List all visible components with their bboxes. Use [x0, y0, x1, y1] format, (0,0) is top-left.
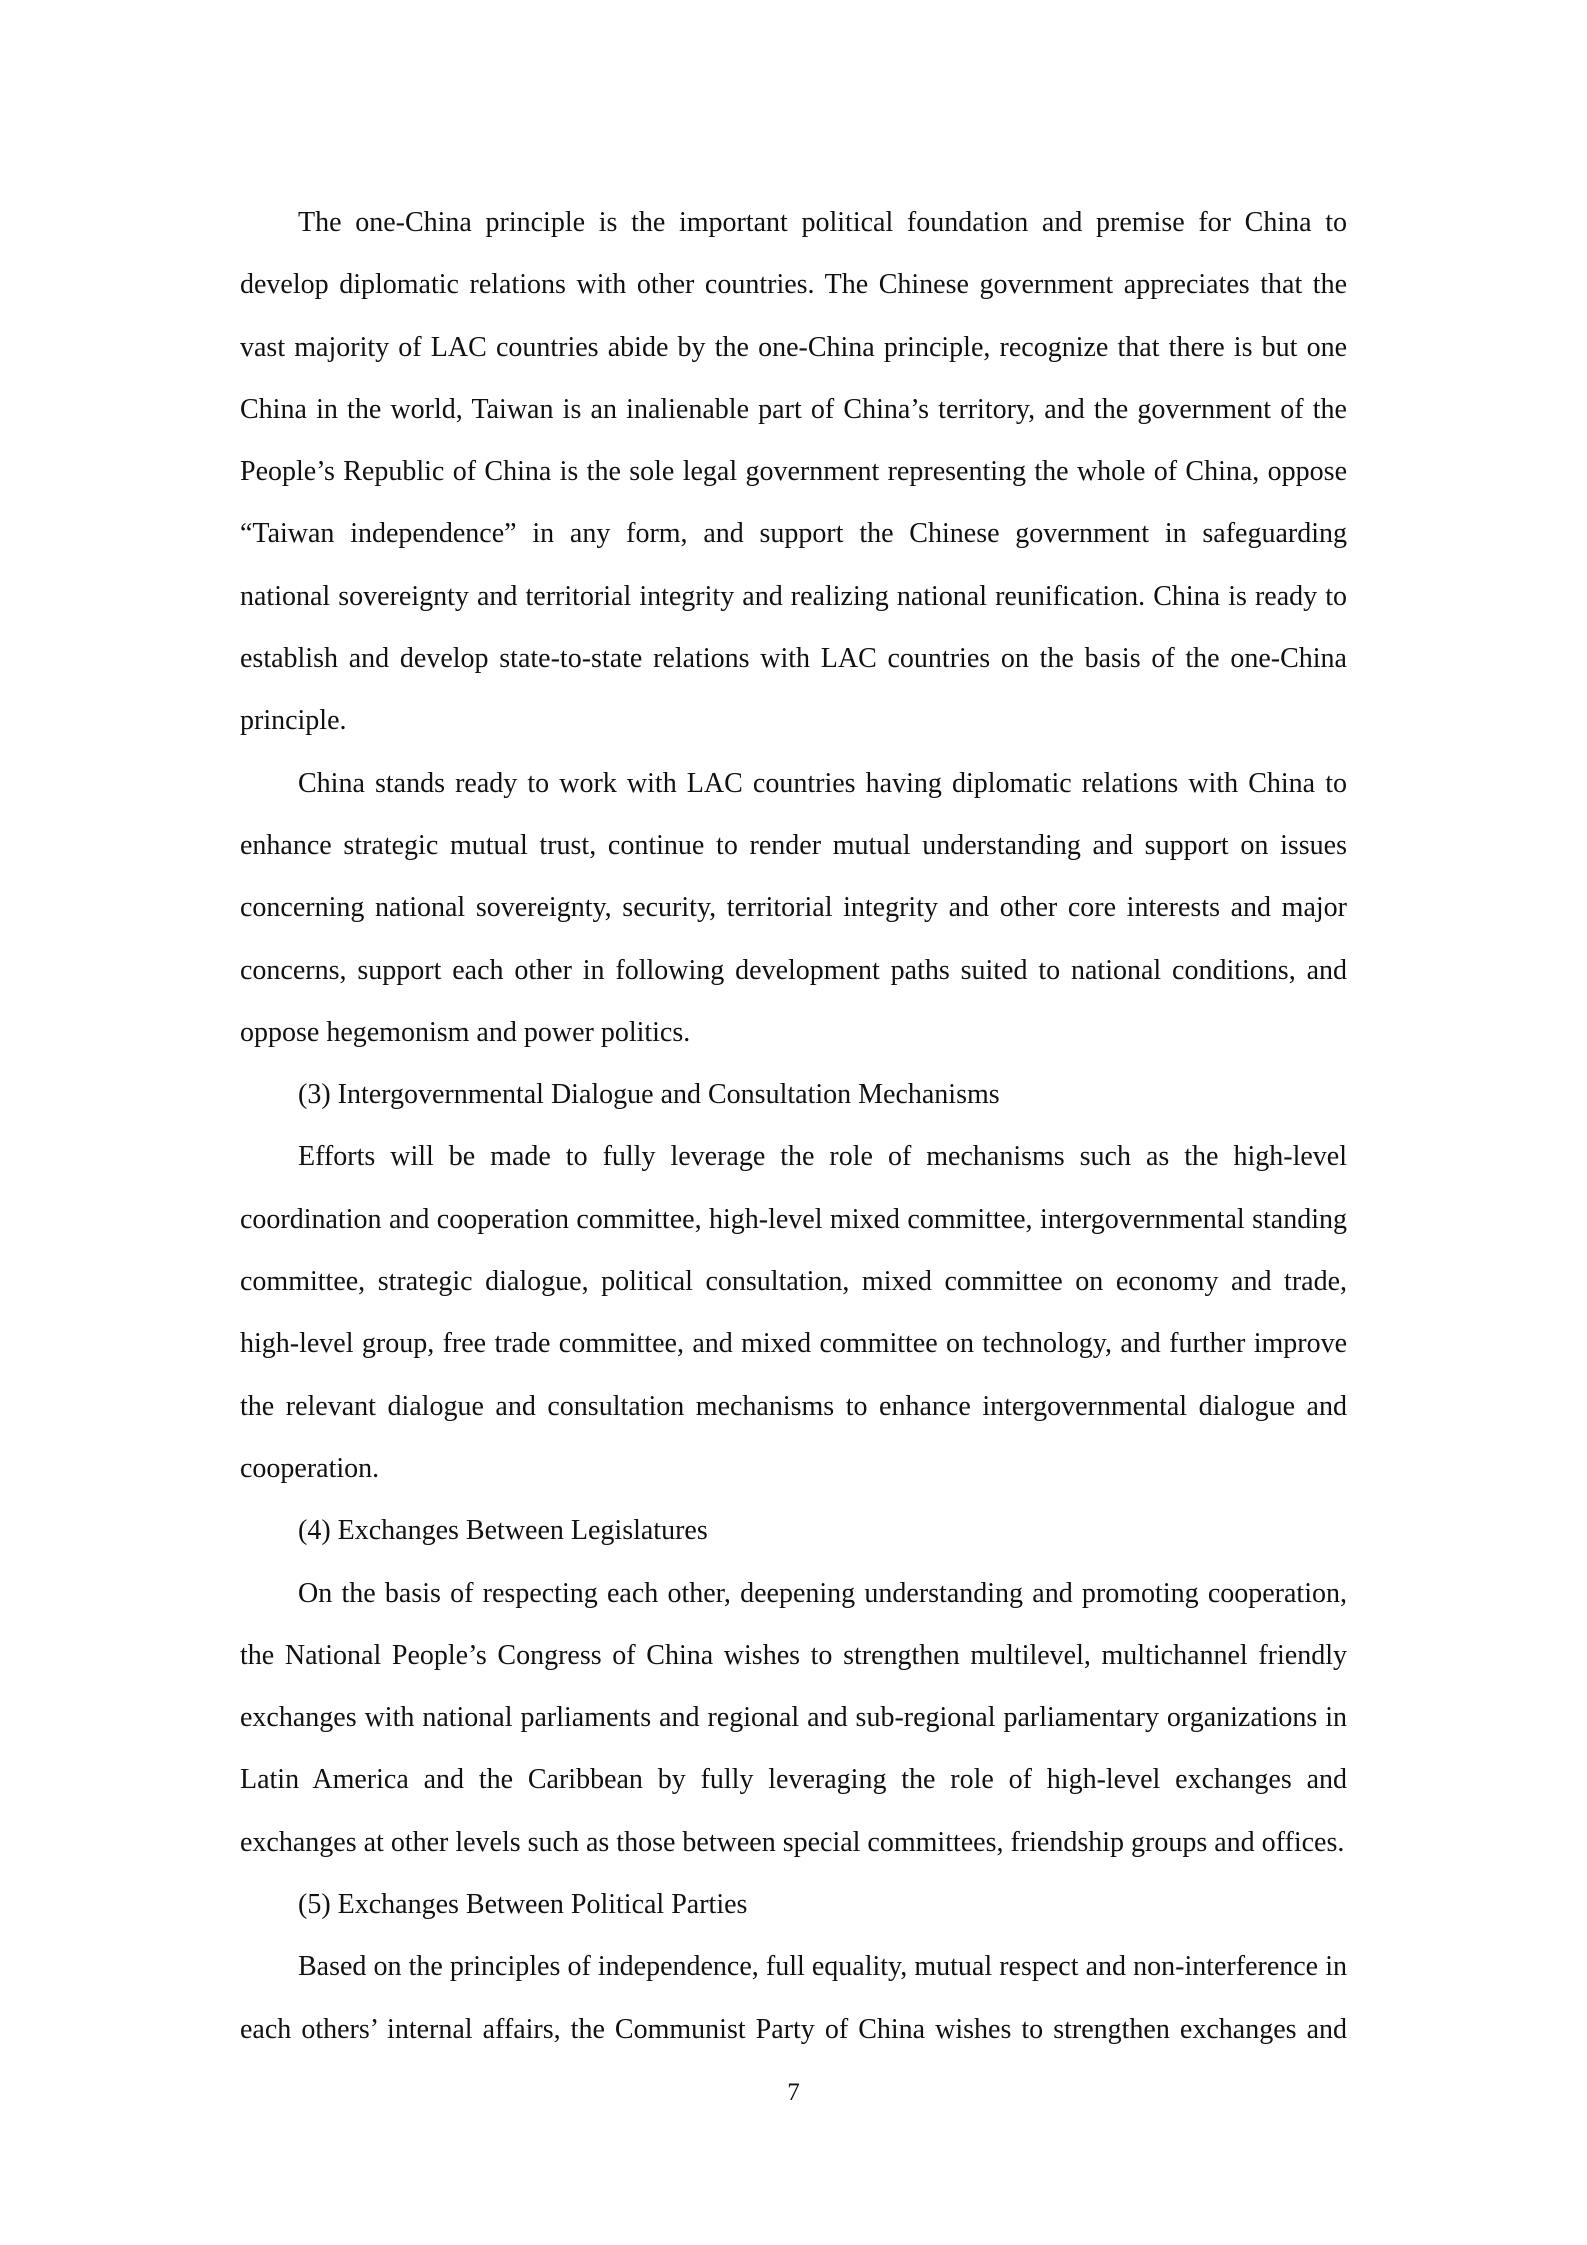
paragraph-party-exchanges: Based on the principles of independence, full equality, mutual respect and non-interference in each others’ internal affairs, the Communist Party of China wishes to strengthen exchanges and	[240, 1951, 1347, 2045]
section-heading-political-parties: (5) Exchanges Between Political Parties	[298, 1889, 748, 1921]
page-number: 7	[787, 2079, 800, 2106]
section-heading-legislatures: (4) Exchanges Between Legislatures	[298, 1515, 708, 1547]
section-heading-intergovernmental-dialogue: (3) Intergovernmental Dialogue and Consultation Mechanisms	[298, 1079, 1000, 1111]
paragraph-dialogue-mechanisms: Efforts will be made to fully leverage the role of mechanisms such as the high-level coordination and cooperation committee, high-level mixed committee, intergovernmental standing committee, strategic dialogue, political consultation, mixed committee on economy and trade, high-level group, free trade committee, and mixed committee on technology, and further improve the relevant dialogue and consultation mechanisms to enhance intergovernmental dialogue and cooperation.	[240, 1141, 1347, 1484]
paragraph-strategic-mutual-trust: China stands ready to work with LAC countries having diplomatic relations with China to enhance strategic mutual trust, continue to render mutual understanding and support on issues concerning national sovereignty, security, territorial integrity and other core interests and major concerns, support each other in following development paths suited to national conditions, and oppose hegemonism and power politics.	[240, 767, 1347, 1048]
paragraph-legislature-exchanges: On the basis of respecting each other, deepening understanding and promoting cooperation, the National People’s Congress of China wishes to strengthen multilevel, multichannel friendly exchanges with national parliaments and regional and sub-regional parliamentary organizations in Latin America and the Caribbean by fully leveraging the role of high-level exchanges and exchanges at other levels such as those between special committees, friendship groups and offices.	[240, 1577, 1347, 1858]
page-body	[240, 192, 1347, 2061]
paragraph-one-china-principle: The one-China principle is the important political foundation and premise for China to develop diplomatic relations with other countries. The Chinese government appreciates that the vast majority of LAC countries abide by the one-China principle, recognize that there is but one China in the world, Taiwan is an inalienable part of China’s territory, and the government of the People’s Republic of China is the sole legal government representing the whole of China, oppose “Taiwan independence” in any form, and support the Chinese government in safeguarding national sovereignty and territorial integrity and realizing national reunification. China is ready to establish and develop state-to-state relations with LAC countries on the basis of the one-China principle.	[240, 207, 1347, 737]
